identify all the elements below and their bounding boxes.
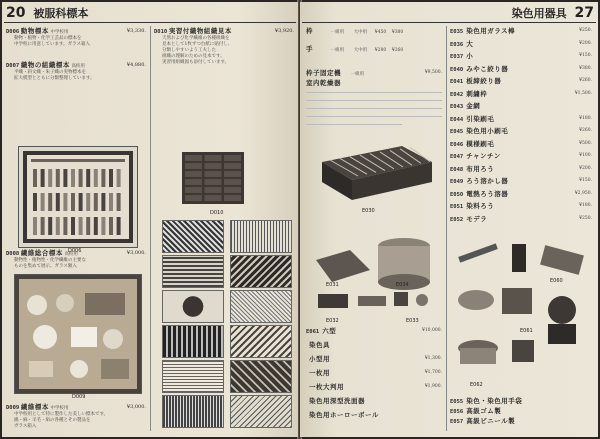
caption-e033: E033 [406,318,419,324]
fabric-swatch [162,360,224,393]
fabric-swatch [162,220,224,253]
item-price: ¥3,330. [126,28,146,34]
item-name: 板締絞り器 [466,77,502,85]
item-title: 織物の組織標本 [20,61,70,69]
cabinet-drawer [185,171,202,177]
fabric-swatch [230,325,292,358]
specimen-tube [63,217,67,235]
cabinet-drawer [224,155,241,161]
bottom-left-row [306,384,442,392]
price-list-row [450,216,592,224]
item-title: 室内乾燥器 [306,79,341,87]
caption-d009: D009 [72,394,86,400]
item-price: ¥1,900. [424,384,442,389]
item-grade: 高校用 [64,252,78,257]
price-list-row [450,41,592,49]
item-price: ¥150. [579,53,592,58]
caption-e062: E062 [470,382,483,388]
item-title: 染色・染色用手袋 [466,397,523,405]
specimen-tube [79,217,83,235]
tools-illustration [310,220,442,320]
right-column-1 [306,28,442,432]
specimen-tube [109,193,113,211]
right-header-rule [302,22,596,23]
specimen-tube [56,193,60,211]
row-price: ¥450 [374,30,387,35]
item-code: E043 [450,104,464,110]
specimen-tube [117,193,121,211]
specimen-tube [79,193,83,211]
item-code: E050 [450,191,464,198]
left-column-2 [154,28,294,432]
cabinet-drawer [185,155,202,161]
item-desc: 動物性・植物性・化学繊維の主要な [14,258,86,263]
item-spec: 一組用 [350,72,365,77]
specimen-board-photo [18,146,138,248]
item-title: 一枚用 [309,369,330,377]
bottom-left-row [306,342,442,350]
specimen-tube [41,169,45,187]
specimen-tube [117,169,121,187]
item-price: ¥180. [579,203,592,208]
row-spec: 一組用 [330,30,345,35]
item-price: ¥1,700. [424,370,442,375]
cabinet-drawer [205,171,222,177]
item-grade: 高校用 [71,64,85,69]
cabinet-drawer [205,155,222,161]
fabric-swatch [230,360,292,393]
price-list-row [450,78,592,86]
bottom-left-row [306,398,442,406]
drying-rack-illustration [312,132,438,208]
item-code: E036 [450,41,464,48]
bottom-left-row [306,370,442,378]
specimen-tube [56,217,60,235]
left-header-rule [4,22,296,23]
item-grade: 中学校用 [50,406,69,411]
table-row-waku [306,28,442,37]
item-name: 電熱ろう溶器 [466,189,509,198]
cabinet-drawer [224,171,241,177]
item-code: E047 [450,154,464,160]
specimen-tube [101,193,105,211]
cabinet-drawer [185,163,202,169]
price-list-row [450,53,592,61]
item-name: 小 [466,52,474,60]
item-price: ¥100. [579,153,592,158]
item-code: E057 [450,419,464,425]
caption-e061: E061 [520,328,533,334]
price-list-row [450,66,592,74]
item-code: E045 [450,129,464,135]
specimen-tube [86,169,90,187]
item-title: 枠子固定機 [306,69,341,77]
item-title: 一枚大判用 [309,383,344,391]
caption-e032: E032 [326,318,339,324]
item-name: 染色用ガラス棒 [466,27,516,35]
item-price: ¥3,000. [126,250,146,256]
row-extra: ¥380 [391,30,404,35]
item-title: 繊維標本 [20,403,49,411]
price-list [450,28,592,238]
item-price: ¥250. [579,215,592,221]
item-desc: 分類しやすいよう工夫した [162,48,216,53]
left-page-number: 20 [6,5,26,21]
specimen-tube [94,169,98,187]
item-price: ¥380. [579,65,592,71]
price-list-row [450,191,592,199]
item-price: ¥10,000. [421,328,442,333]
item-code: D007 [6,63,20,69]
fabric-swatch-grid [162,220,292,430]
item-code: E049 [450,179,464,185]
cabinet-drawer [185,195,202,201]
item-code: E048 [450,166,464,173]
caption-e030: E030 [362,208,375,214]
cabinet-drawer [224,187,241,193]
item-desc: 実習用組織図も添付しています。 [162,60,230,65]
left-page-header [6,5,88,21]
item-title: 六型 [322,327,337,335]
fabric-swatch [230,255,292,288]
caption-e060: E060 [550,278,563,284]
row-spec: 一組用 [330,48,345,53]
item-name: 引染刷毛 [466,114,495,123]
item-code: E037 [450,54,464,60]
fabric-swatch [230,220,292,253]
item-code: E046 [450,141,464,148]
item-price: ¥1,300. [424,356,442,361]
caption-e034: E034 [396,282,409,288]
item-code: E051 [450,204,464,210]
price-list-row [450,116,592,124]
item-name: 布用ろう [466,164,495,173]
item-code: E040 [450,66,464,73]
item-desc: 中学校に用意しています。ガラス箱入 [14,42,91,47]
row-size: 大中用 [353,30,368,35]
item-code: E056 [450,409,464,415]
specimen-tube [109,217,113,235]
cabinet-drawer [224,179,241,185]
row-size: 大中用 [353,48,368,53]
right-column-divider [446,26,447,431]
item-price: ¥150. [579,178,592,183]
caption-d010: D010 [210,210,224,216]
specimen-tube [48,217,52,235]
bottom-left-list [306,328,442,432]
text-line [306,116,442,117]
item-code: D008 [6,251,20,257]
item-price: ¥200. [579,40,592,46]
item-price: ¥4,880. [126,62,146,68]
price-list-row [450,178,592,186]
specimen-tube [41,217,45,235]
text-line [306,100,442,101]
cabinet-drawer [205,195,222,201]
fabric-swatch [230,395,292,428]
item-name: チャンチン [466,152,501,160]
specimen-tube [79,169,83,187]
item-title: 小型用 [309,355,330,363]
item-code: E041 [450,79,464,85]
row-extra: ¥260 [391,48,404,53]
specimen-tube [101,169,105,187]
right-page-number: 27 [574,5,594,21]
item-code: E055 [450,399,464,405]
item-price: ¥3,000. [126,404,146,410]
item-name: みやこ絞り器 [466,64,509,73]
item-price: ¥2,950. [574,190,592,196]
item-title: 繊維総合標本 [20,249,63,257]
right-page-header [512,5,594,21]
item-title: 高級ゴム製 [466,407,502,415]
item-price: ¥3,920. [274,28,294,34]
specimen-tube [48,193,52,211]
specimen-tube [94,193,98,211]
item-title: 染色具 [309,341,330,349]
bottom-left-row [306,328,442,336]
item-price: ¥9,500. [424,70,442,75]
specimen-tube [71,193,75,211]
row-price: ¥280 [374,48,387,53]
specimen-tube [48,169,52,187]
price-list-row [450,153,592,161]
item-desc: 綿・麻・羊毛・絹の各種とその製品を [14,418,91,423]
left-section-title: 被服科標本 [33,7,89,20]
specimen-tube [56,169,60,187]
item-name: 刺繍枠 [466,89,488,98]
item-price: ¥260. [579,128,592,133]
item-price: ¥1,500. [574,90,592,96]
fiber-board-illustration [15,275,141,393]
item-name: 大 [466,39,474,48]
specimen-tube [94,217,98,235]
item-desc: 中学校用として特に製作した美しい標本です。 [14,412,109,417]
price-list-row [450,128,592,136]
equipment-illustration [452,240,590,380]
item-desc: 天然および化学繊維の各種組織を [162,36,230,41]
fabric-swatch [162,290,224,323]
item-code: E061 [306,329,320,335]
item-code: D009 [6,405,20,411]
item-price: ¥260. [579,78,592,83]
right-section-title: 染色用器具 [511,7,567,20]
item-name: モデラ [466,214,488,223]
bottom-right-list [450,398,592,432]
caption-d006: D006 [68,248,82,254]
item-code: E052 [450,216,464,223]
row-name: 手 [306,45,313,53]
cabinet-photo [174,148,254,208]
item-price: ¥180. [579,115,592,121]
cabinet-drawer [205,187,222,193]
item-code: E044 [450,116,464,123]
item-desc: ガラス箱入 [14,424,37,429]
price-list-row [450,166,592,174]
item-grade: 中学校用 [50,30,69,35]
specimen-board-illustration [19,147,137,247]
item-desc: 平織・斜文織・朱子織の実物標本を [14,70,86,75]
left-page [2,2,298,437]
item-price: ¥200. [579,165,592,171]
specimen-tube [63,193,67,211]
fabric-swatch [230,290,292,323]
cabinet-drawer [205,163,222,169]
item-code: D006 [6,29,20,35]
item-e031 [306,80,442,88]
item-name: 模様刷毛 [466,139,495,148]
fabric-swatch [162,325,224,358]
specimen-tube [33,169,37,187]
specimen-tube [109,169,113,187]
specimen-tube [86,217,90,235]
specimen-tube [117,217,121,235]
item-name: 染料ろう [466,202,495,210]
fiber-board-photo [14,274,142,394]
row-name: 枠 [306,27,313,35]
item-code: E035 [450,29,464,35]
cabinet-drawer [185,179,202,185]
item-title: 高級ビニール製 [466,417,516,425]
specimen-tube [86,193,90,211]
item-e030 [306,70,442,79]
text-line [306,108,442,109]
text-line [306,124,402,125]
right-column-2 [450,28,592,432]
item-name: 金網 [466,102,481,110]
cabinet-illustration [174,148,254,208]
item-title: 染色用深型洗面器 [309,397,365,405]
cabinet-drawer [224,163,241,169]
cabinet-drawer [185,187,202,193]
item-price: ¥250. [579,28,592,33]
text-line [306,92,442,93]
item-desc: 見本として1枚ずつ台紙に貼付し、 [162,42,233,47]
item-name: 染色用小刷毛 [466,127,509,135]
cabinet-drawer [205,179,222,185]
bottom-left-row [306,412,442,420]
price-list-row [450,28,592,36]
price-list-row [450,103,592,111]
item-code: D010 [154,29,168,35]
drying-rack-photo [312,132,438,208]
specimen-tube [41,193,45,211]
item-title: 動物標本 [20,27,49,35]
bottom-right-row [450,418,592,426]
table-row-te [306,46,442,55]
item-desc: 動物・植物・化学工芸品の標本を [14,36,82,41]
specimen-tube [71,217,75,235]
item-title: 染色用ホーローボール [309,411,379,419]
specimen-tube [63,169,67,187]
specimen-tube [71,169,75,187]
right-page [300,2,598,437]
bottom-right-row [450,398,592,406]
bottom-right-row [450,408,592,416]
item-name: ろう溶かし器 [466,177,509,185]
left-column-divider [150,26,151,431]
specimen-tube [33,193,37,211]
specimen-tube [33,217,37,235]
cabinet-drawer [224,195,241,201]
caption-e031: E031 [326,282,339,288]
price-list-row [450,141,592,149]
specimen-tube [101,217,105,235]
item-desc: ものを集めて展示。ガラス額入 [14,264,77,269]
item-price: ¥500. [579,140,592,146]
left-column-1 [6,28,146,428]
bottom-left-row [306,356,442,364]
item-title: 実習付織物組織見本 [168,27,232,35]
item-desc: 拡大模型とともに分類整理しています。 [14,76,95,81]
item-code: E042 [450,91,464,98]
price-list-row [450,203,592,211]
price-list-row [450,91,592,99]
item-d010 [154,28,294,36]
item-desc: 組織の理解のための見本です。 [162,54,225,59]
fabric-swatch [162,255,224,288]
fabric-swatch [162,395,224,428]
